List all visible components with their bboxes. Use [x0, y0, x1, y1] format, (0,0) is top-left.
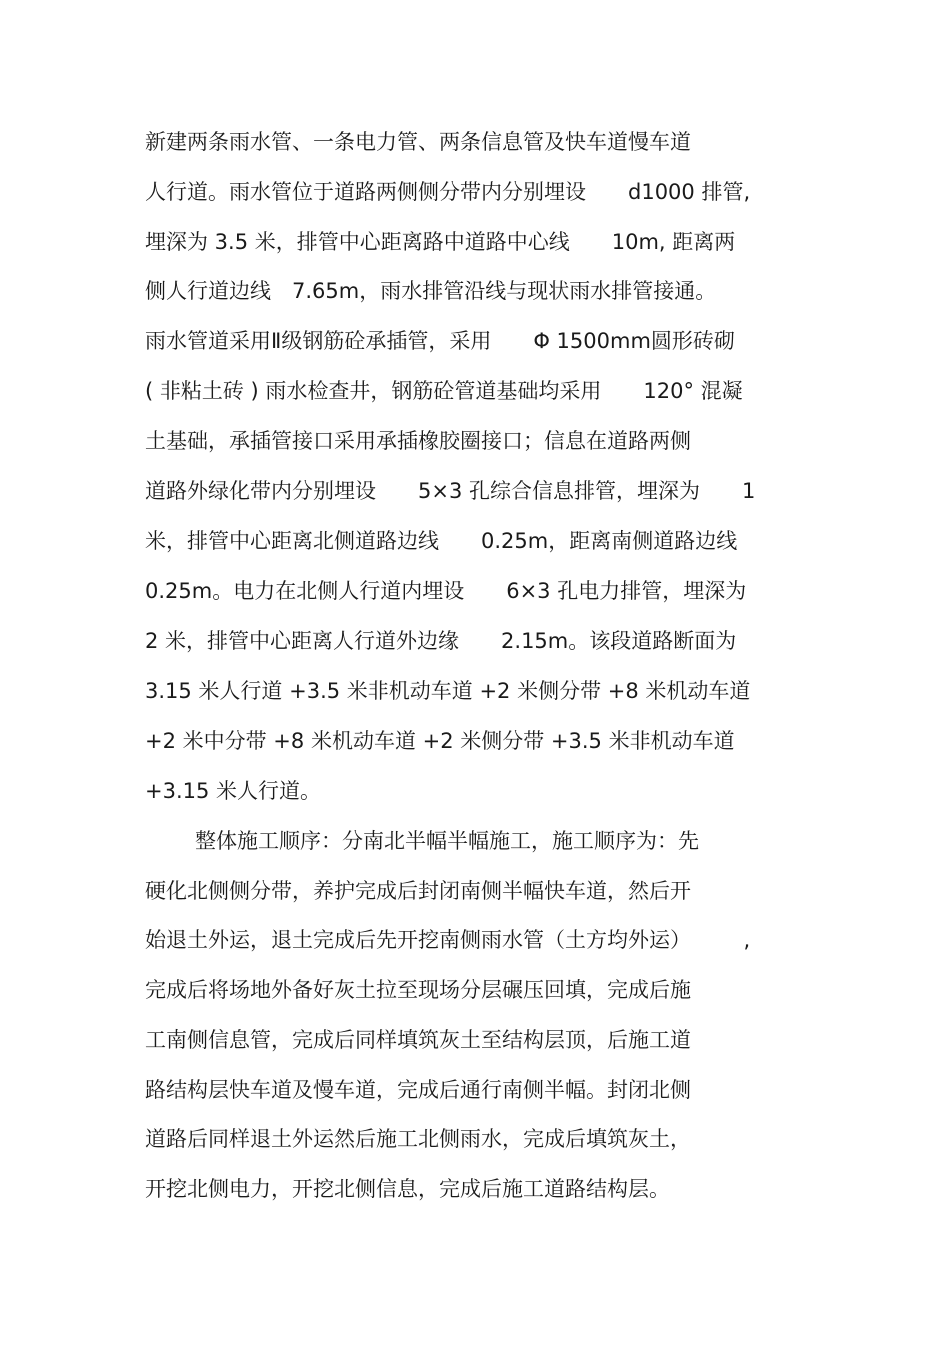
- paragraph-1-line-3: 埋深为 3.5 米，排管中心距离路中道路中心线 10m, 距离两: [145, 230, 736, 254]
- paragraph-2-line-8: 开挖北侧电力，开挖北侧信息，完成后施工道路结构层。: [145, 1177, 670, 1201]
- paragraph-2-line-5: 工南侧信息管，完成后同样填筑灰土至结构层顶，后施工道: [145, 1028, 691, 1052]
- paragraph-1-line-4: 侧人行道边线 7.65m，雨水排管沿线与现状雨水排管接通。: [145, 279, 717, 303]
- paragraph-2-line-7: 道路后同样退土外运然后施工北侧雨水，完成后填筑灰土，: [145, 1127, 691, 1151]
- paragraph-1-line-6: ( 非粘土砖 ) 雨水检查井，钢筋砼管道基础均采用 120° 混凝: [145, 379, 743, 403]
- paragraph-1-line-2: 人行道。雨水管位于道路两侧侧分带内分别埋设 d1000 排管,: [145, 180, 751, 204]
- paragraph-2-line-1: 整体施工顺序：分南北半幅半幅施工，施工顺序为：先: [195, 829, 699, 853]
- paragraph-1-line-10: 0.25m。电力在北侧人行道内埋设 6×3 孔电力排管，埋深为: [145, 579, 747, 603]
- paragraph-2-line-4: 完成后将场地外备好灰土拉至现场分层碾压回填，完成后施: [145, 978, 691, 1002]
- paragraph-1-line-14: +3.15 米人行道。: [145, 779, 322, 803]
- paragraph-2-line-3: 始退土外运，退土完成后先开挖南侧雨水管（土方均外运） ,: [145, 928, 751, 952]
- paragraph-1-line-9: 米，排管中心距离北侧道路边线 0.25m，距离南侧道路边线: [145, 529, 738, 553]
- paragraph-2-line-2: 硬化北侧侧分带，养护完成后封闭南侧半幅快车道，然后开: [145, 879, 691, 903]
- paragraph-1-line-5: 雨水管道采用Ⅱ级钢筋砼承插管，采用 Φ 1500mm圆形砖砌: [145, 329, 735, 353]
- paragraph-1-line-12: 3.15 米人行道 +3.5 米非机动车道 +2 米侧分带 +8 米机动车道: [145, 679, 751, 703]
- paragraph-1-line-11: 2 米，排管中心距离人行道外边缘 2.15m。该段道路断面为: [145, 629, 737, 653]
- paragraph-1-line-1: 新建两条雨水管、一条电力管、两条信息管及快车道慢车道: [145, 130, 691, 154]
- paragraph-1-line-8: 道路外绿化带内分别埋设 5×3 孔综合信息排管，埋深为 1: [145, 479, 756, 503]
- paragraph-1-line-13: +2 米中分带 +8 米机动车道 +2 米侧分带 +3.5 米非机动车道: [145, 729, 735, 753]
- paragraph-2-line-6: 路结构层快车道及慢车道，完成后通行南侧半幅。封闭北侧: [145, 1078, 691, 1102]
- paragraph-1-line-7: 土基础，承插管接口采用承插橡胶圈接口；信息在道路两侧: [145, 429, 691, 453]
